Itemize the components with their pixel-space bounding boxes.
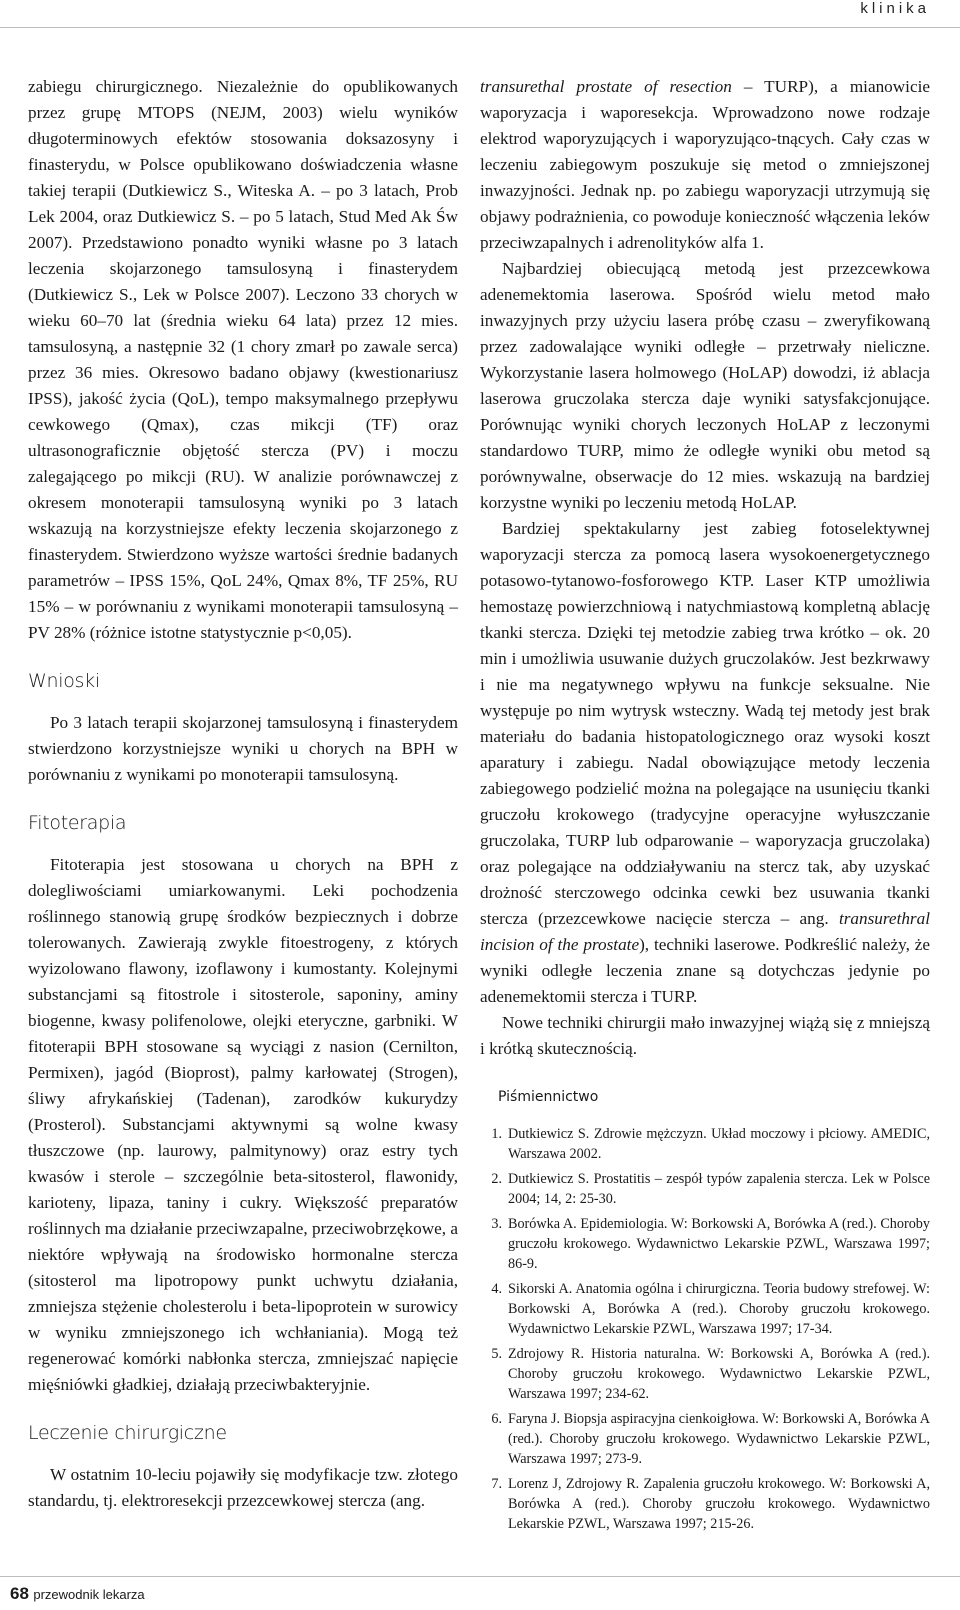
italic-term-turp: transurethal prostate of resection bbox=[480, 77, 732, 96]
footer-label bbox=[10, 1584, 145, 1604]
paragraph-holap: Najbardziej obiecującą metodą jest przezcewkowa adenemektomia laserowa. Spośród wielu metod mało inwazyjnych przy użyciu lasera próbę czasu – zweryfikowaną przez zadowalające wyniki odległe – przetrwały nieliczne. Wykorzystanie lasera holmowego (HoLAP) dowodzi, iż ablacja laserowa gruczolaka stercza daje wyniki satysfakcjonujące. Porównując wyniki chorych leczonych HoLAP z leczonymi standardowo TURP, mimo że odległe wyniki obu metod są porównywalne, obserwacje do 12 mies. wskazują na bardziej korzystne wyniki po leczeniu metodą HoLAP. bbox=[480, 259, 930, 512]
references-list bbox=[480, 1124, 930, 1534]
paragraph-intro: zabiegu chirurgicznego. Niezależnie do opublikowanych przez grupę MTOPS (NEJM, 2003) wielu wyników długoterminowych efektów stosowania doksazosyny i finasterydu, w Polsce opublikowano doświadczenia własne takiej terapii (Dutkiewicz S., Witeska A. – po 3 latach, Prob Lek 2004, oraz Dutkiewicz S. – po 5 latach, Stud Med Ak Św 2007). Przedstawiono ponadto wyniki własne po 3 latach leczenia skojarzonego tamsulosyną i finasterydem (Dutkiewicz S., Lek w Polsce 2007). Leczono 33 chorych w wieku 60–70 lat (średnia wieku 64 lata) przez 12 mies. tamsulosyną, a następnie 32 (1 chory zmarł po zawale serca) przez 36 mies. Okresowo badano objawy (kwestionariusz IPSS), jakość życia (QoL), tempo maksymalnego przepływu cewkowego (Qmax), czas mikcji (TF) oraz ultrasonograficznie objętość stercza (PV) i moczu zalegającego po mikcji (RU). W analizie porównawczej z okresem monoterapii tamsulosyną wyniki po 3 latach wskazują na korzystniejsze efekty leczenia skojarzonego z finasterydem. Stwierdzono wyższe wartości średnie badanych parametrów – IPSS 15%, QoL 24%, Qmax 8%, TF 25%, RU 15% – w porównaniu z wynikami monoterapii tamsulosyną – PV 28% (różnice istotne statystycznie p<0,05). bbox=[28, 77, 458, 642]
reference-number: 1. bbox=[491, 1126, 502, 1142]
paragraph-leczenie: W ostatnim 10-leciu pojawiły się modyfikacje tzw. złotego standardu, tj. elektroresekcji przezcewkowej stercza (ang. bbox=[28, 1465, 458, 1510]
page-footer bbox=[0, 1576, 960, 1610]
reference-text: Sikorski A. Anatomia ogólna i chirurgiczna. Teoria budowy strefowej. W: Borkowski A, Borówka A (red.). Choroby gruczołu krokowego. Wydawnictwo Lekarskie PZWL, Warszawa 1997; 17-34. bbox=[508, 1281, 930, 1337]
header-rule bbox=[0, 27, 960, 28]
reference-item bbox=[480, 1344, 930, 1404]
reference-text: Dutkiewicz S. Prostatitis – zespół typów zapalenia stercza. Lek w Polsce 2004; 14, 2: 25-30. bbox=[508, 1171, 930, 1207]
reference-number: 7. bbox=[491, 1476, 502, 1492]
reference-text: Borówka A. Epidemiologia. W: Borkowski A, Borówka A (red.). Choroby gruczołu krokowego. Wydawnictwo Lekarskie PZWL, Warszawa 1997; 86-9. bbox=[508, 1216, 930, 1272]
reference-item bbox=[480, 1409, 930, 1469]
paragraph-fitoterapia: Fitoterapia jest stosowana u chorych na BPH z dolegliwościami umiarkowanymi. Leki pochodzenia roślinnego stanowią grupę środków bezpiecznych i dobrze tolerowanych. Zawierają zwykle fitoestrogeny, z których wyizolowano flawony, izoflawony i kumostanty. Kolejnymi substancjami są fitostrole i sitosterole, saponiny, aminy biogenne, kwasy polifenolowe, olejki eteryczne, garbniki. W fitoterapii BPH stosowane są wyciągi z nasion (Cernilton, Permixen), jagód (Bioprost), palmy karłowatej (Strogen), śliwy afrykańskiej (Tadenan), zarodków kukurydzy (Prosterol). Substancjami aktywnymi są wolne kwasy tłuszczowe (np. laurowy, palmitynowy) oraz estry tych kwasów i sterole – szczególnie beta-sitosterol, flawonidy, karioteny, lipaza, taniny i cukry. Większość preparatów roślinnych ma działanie przeciwzapalne, przeciwobrzękowe, a niektóre wpływają na środowisko hormonalne stercza (sitosterol ma lipotropowy punkt uchwytu działania, zmniejsza stężenie cholesterolu i beta-lipoprotein w surowicy w wyniku zmniejszonego ich wchłaniania). Mogą też regenerować komórki nabłonka stercza, zmniejszać napięcie mięśniówki gładkiej, działają przeciwbakteryjnie. bbox=[28, 855, 458, 1394]
italic-term-incision: transurethral incision of the prostate bbox=[480, 909, 930, 954]
reference-number: 6. bbox=[491, 1411, 502, 1427]
paragraph-wnioski: Po 3 latach terapii skojarzonej tamsulosyną i finasterydem stwierdzono korzystniejsze wyniki u chorych na BPH w porównaniu z wynikami po monoterapii tamsulosyną. bbox=[28, 713, 458, 784]
paragraph-turp-text: – TURP), a mianowicie waporyzacja i waporesekcja. Wprowadzono nowe rodzaje elektrod waporyzujących i waporyzująco-tnących. Cały czas w leczeniu zabiegowym poszukuje się metod o zmniejszonej inwazyjności. Jednak np. po zabiegu waporyzacji utrzymują się objawy podrażnienia, co powoduje konieczność włączenia leków przeciwzapalnych i adrenolityków alfa 1. bbox=[480, 77, 930, 252]
heading-fitoterapia: Fitoterapia bbox=[28, 812, 127, 834]
reference-text: Zdrojowy R. Historia naturalna. W: Borkowski A, Borówka A (red.). Choroby gruczołu krokowego. Wydawnictwo Lekarskie PZWL, Warszawa 1997; 234-62. bbox=[508, 1346, 930, 1402]
page-header bbox=[0, 0, 960, 30]
references-title: Piśmiennictwo bbox=[498, 1089, 599, 1105]
reference-number: 5. bbox=[491, 1346, 502, 1362]
reference-item bbox=[480, 1169, 930, 1209]
paragraph-ktp-text-b: ), techniki laserowe. Podkreślić należy, że wyniki odległe leczenia znane są dotychczas jedynie po adenemektomii stercza i TURP. bbox=[480, 935, 930, 1006]
reference-text: Lorenz J, Zdrojowy R. Zapalenia gruczołu krokowego. W: Borkowski A, Borówka A (red.). Choroby gruczołu krokowego. Wydawnictwo Lekarskie PZWL, Warszawa 1997; 215-26. bbox=[508, 1476, 930, 1532]
reference-number: 4. bbox=[491, 1281, 502, 1297]
reference-item bbox=[480, 1474, 930, 1534]
reference-item bbox=[480, 1214, 930, 1274]
reference-text: Faryna J. Biopsja aspiracyjna cienkoigłowa. W: Borkowski A, Borówka A (red.). Choroby gruczołu krokowego. Wydawnictwo Lekarskie PZWL, Warszawa 1997; 273-9. bbox=[508, 1411, 930, 1467]
right-column bbox=[480, 74, 930, 1539]
publication-name: przewodnik lekarza bbox=[33, 1587, 145, 1602]
left-column bbox=[28, 74, 458, 1514]
reference-item bbox=[480, 1279, 930, 1339]
paragraph-nowe-techniki: Nowe techniki chirurgii mało inwazyjnej wiążą się z mniejszą i krótką skutecznością. bbox=[480, 1013, 930, 1058]
paragraph-ktp-text-a: Bardziej spektakularny jest zabieg fotoselektywnej waporyzacji stercza za pomocą lasera wysokoenergetycznego potasowo-tytanowo-fosforowego KTP. Laser KTP umożliwia hemostazę powierzchniową i natychmiastową kompletną ablację tkanki stercza. Dzięki tej metodzie zabieg trwa krótko – ok. 20 min i umożliwia usuwanie dużych gruczolaków. Jest bezkrwawy i nie ma negatywnego wpływu na funkcje seksualne. Nie występuje po nim wytrysk wsteczny. Wadą tej metody jest brak materiału do badania histopatologicznego oraz wysoki koszt aparatury i zabiegu. Nadal obowiązujące metody leczenia zabiegowego podzielić można na polegające na usunięciu tkanki gruczołu krokowego (tradycyjne operacyjne wyłuszczanie gruczolaka, TURP lub odparowanie – waporyzacja gruczolaka) oraz polegające na oddziaływaniu na stercz tak, aby uzyskać drożność sterczowego odcinka cewki bez usuwania tkanki stercza (przezcewkowe nacięcie stercza – ang. bbox=[480, 519, 930, 928]
reference-number: 3. bbox=[491, 1216, 502, 1232]
reference-item bbox=[480, 1124, 930, 1164]
footer-rule bbox=[0, 1576, 960, 1577]
heading-wnioski: Wnioski bbox=[28, 670, 100, 692]
section-label: klinika bbox=[860, 0, 930, 17]
reference-text: Dutkiewicz S. Zdrowie mężczyzn. Układ moczowy i płciowy. AMEDIC, Warszawa 2002. bbox=[508, 1126, 930, 1162]
heading-leczenie-chirurgiczne: Leczenie chirurgiczne bbox=[28, 1422, 227, 1444]
page-number: 68 bbox=[10, 1584, 29, 1603]
reference-number: 2. bbox=[491, 1171, 502, 1187]
paragraph-ktp bbox=[480, 516, 930, 1010]
paragraph-turp bbox=[480, 74, 930, 256]
